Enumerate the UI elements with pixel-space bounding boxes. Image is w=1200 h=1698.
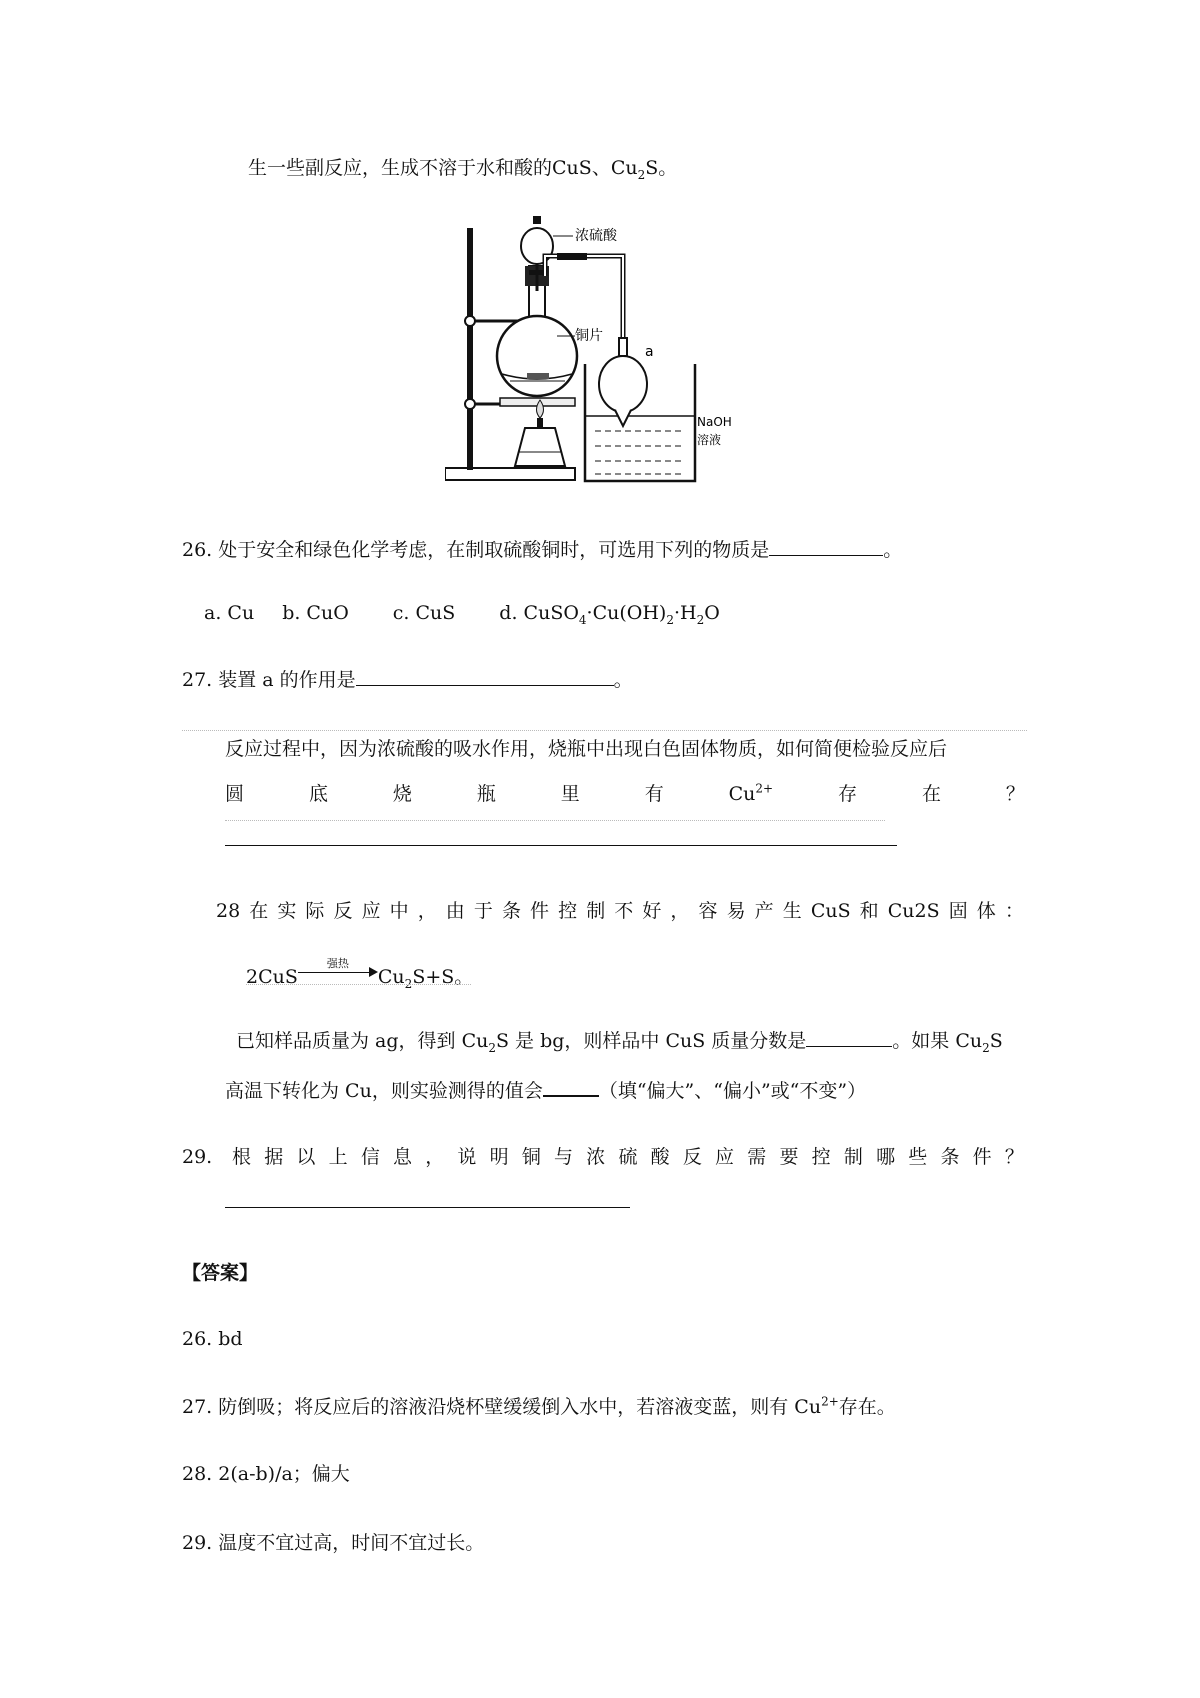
label-a: a bbox=[645, 344, 654, 360]
q27-answer-blank[interactable] bbox=[356, 667, 614, 686]
q26-options bbox=[204, 600, 720, 626]
q27-line: 27. 装置 a 的作用是 。 bbox=[182, 669, 633, 691]
label-copper: 铜片 bbox=[575, 328, 603, 344]
q29-number: 29. bbox=[182, 1146, 213, 1168]
q28-line3: 已知样品质量为 ag，得到 $Cu_2S$ 是 bg，则样品中 CuS 质量分数是 。如果 $Cu_2S$ bbox=[236, 1030, 1003, 1055]
rubber-tube bbox=[557, 253, 587, 260]
q27-answer-line[interactable] bbox=[225, 845, 897, 846]
q26-option-d: d. $CuSO_4\cdot Cu(OH)_2\cdot H_2O$ bbox=[499, 602, 720, 627]
q26-option-b: b. CuO bbox=[282, 602, 349, 624]
label-solution: 溶液 bbox=[697, 433, 722, 447]
dotted-guide bbox=[246, 984, 471, 985]
q28-line1: 28 在 实 际 反 应 中 ， 由 于 条 件 控 制 不 好 ， 容 易 产 生 CuS 和 Cu2S 固 体 ： bbox=[216, 900, 1024, 922]
q28-answer-blank-2[interactable] bbox=[543, 1077, 599, 1097]
q28-line4: 高温下转化为 Cu，则实验测得的值会 （填“偏大”、“偏小”或“不变”） bbox=[225, 1077, 866, 1104]
alcohol-lamp bbox=[515, 400, 565, 466]
stand-rod bbox=[467, 228, 473, 470]
q29-line1: 根 据 以 上 信 息 ， 说 明 铜 与 浓 硫 酸 反 应 需 要 控 制 哪 些 条 件 ？ bbox=[232, 1146, 1024, 1168]
answer-27: 27. 防倒吸；将反应后的溶液沿烧杯壁缓缓倒入水中，若溶液变蓝，则有 $Cu^{2+}$存在。 bbox=[182, 1394, 896, 1418]
intro-line: 生一些副反应，生成不溶于水和酸的CuS、$Cu_2S$。 bbox=[248, 157, 678, 182]
stand-base bbox=[445, 468, 575, 480]
q27-line3: 圆 底 烧 瓶 里 有 $Cu^{2+}$ 存 在 ？ bbox=[225, 781, 1025, 805]
q26-option-c: c. CuS bbox=[392, 602, 456, 624]
apparatus-figure bbox=[445, 216, 755, 496]
q29-answer-line[interactable] bbox=[225, 1207, 630, 1208]
q26-answer-blank[interactable] bbox=[769, 537, 883, 556]
inverted-funnel-a bbox=[599, 338, 647, 426]
label-acid: 浓硫酸 bbox=[575, 228, 617, 244]
q26-option-a: a. Cu bbox=[204, 602, 255, 624]
reaction-arrow: 强热 bbox=[298, 957, 378, 983]
q28-equation: 2CuS 强热 $Cu_2S+S$。 bbox=[246, 957, 474, 991]
answers-heading: 【答案】 bbox=[182, 1262, 259, 1284]
q28-answer-blank-1[interactable] bbox=[806, 1028, 892, 1047]
dotted-guide bbox=[225, 820, 885, 821]
q26-line: 26. 处于安全和绿色化学考虑，在制取硫酸铜时，可选用下列的物质是 。 bbox=[182, 539, 903, 561]
answer-28: 28. 2(a-b)/a；偏大 bbox=[182, 1463, 350, 1485]
label-naoh: NaOH bbox=[697, 415, 732, 429]
dotted-guide bbox=[182, 730, 1027, 731]
answer-26: 26. bd bbox=[182, 1328, 243, 1350]
q27-line2: 反应过程中，因为浓硫酸的吸水作用，烧瓶中出现白色固体物质，如何简便检验反应后 bbox=[225, 738, 948, 760]
copper-piece bbox=[527, 373, 549, 379]
answer-29: 29. 温度不宜过高，时间不宜过长。 bbox=[182, 1532, 485, 1554]
